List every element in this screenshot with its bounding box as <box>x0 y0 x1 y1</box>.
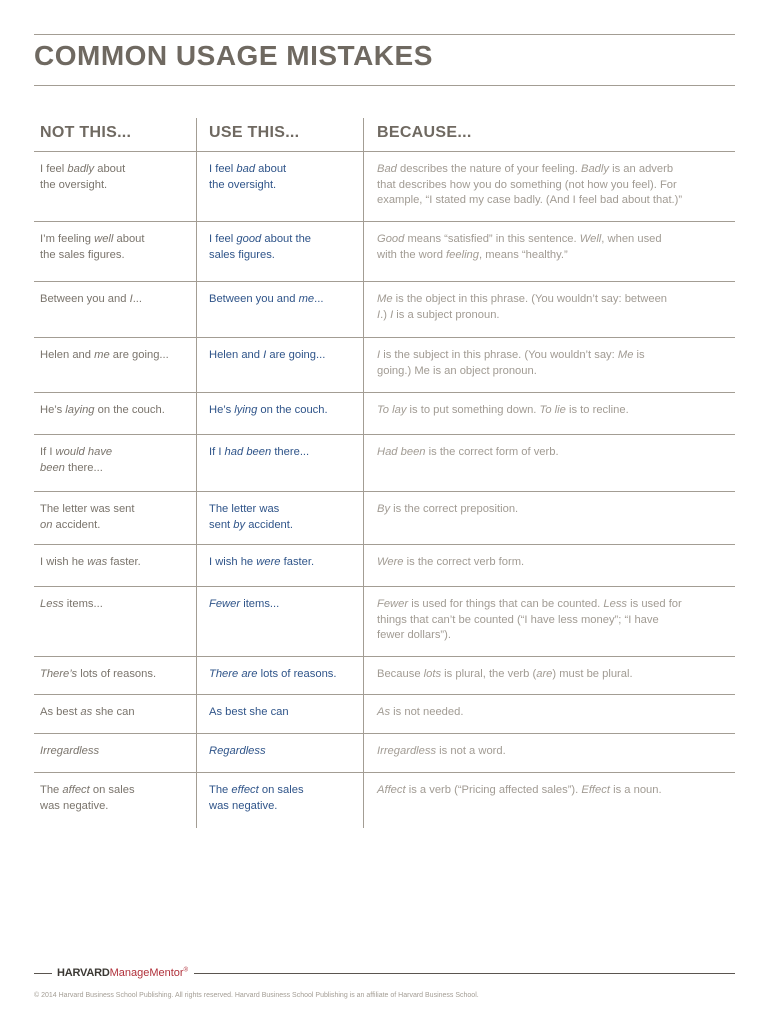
cell-not-this: He’s laying on the couch. <box>40 404 165 416</box>
cell-use-this: There are lots of reasons. <box>196 657 363 694</box>
cell-not-this: As best as she can <box>40 706 135 718</box>
footer-logo-bar <box>34 964 735 982</box>
cell-not-this: I wish he was faster. <box>40 556 141 568</box>
cell-because: Bad describes the nature of your feeling. Badly is an adverb that describes how you do something (not how you feel). For example, “I stated my case badly. (And I feel bad about that.)” <box>363 152 735 221</box>
table-row <box>34 587 735 657</box>
cell-use-this: Helen and I are going... <box>196 338 363 392</box>
cell-not-this: The affect on sales was negative. <box>40 784 135 812</box>
cell-because: Good means “satisfied” in this sentence. Well, when used with the word feeling, means “healthy.” <box>363 222 735 281</box>
cell-use-this: He’s lying on the couch. <box>196 393 363 434</box>
cell-use-this: Fewer items... <box>196 587 363 656</box>
logo-dash <box>34 973 52 974</box>
harvard-managementor-logo <box>57 967 188 979</box>
table-row <box>34 152 735 222</box>
cell-because: Irregardless is not a word. <box>363 734 735 772</box>
cell-use-this: I feel good about the sales figures. <box>196 222 363 281</box>
table-row <box>34 435 735 492</box>
cell-because: Were is the correct verb form. <box>363 545 735 586</box>
table-row <box>34 773 735 828</box>
table-row <box>34 492 735 545</box>
cell-because: By is the correct preposition. <box>363 492 735 544</box>
cell-not-this: Helen and me are going... <box>40 349 169 361</box>
table-row <box>34 657 735 695</box>
usage-table <box>34 118 735 828</box>
cell-use-this: If I had been there... <box>196 435 363 491</box>
cell-because: Fewer is used for things that can be counted. Less is used for things that can’t be counted (“I have less money”; “I have fewer dollars”). <box>363 587 735 656</box>
table-row <box>34 545 735 587</box>
table-row <box>34 734 735 773</box>
table-row <box>34 282 735 338</box>
cell-use-this: I wish he were faster. <box>196 545 363 586</box>
footer-rule <box>194 973 735 974</box>
cell-use-this: Between you and me... <box>196 282 363 337</box>
table-row <box>34 393 735 435</box>
cell-not-this: Less items... <box>40 598 103 610</box>
cell-because: Me is the object in this phrase. (You wouldn’t say: between I.) I is a subject pronoun. <box>363 282 735 337</box>
header-not-this: NOT THIS... <box>40 124 132 141</box>
cell-because: I is the subject in this phrase. (You wouldn’t say: Me is going.) Me is an object pronoun. <box>363 338 735 392</box>
logo-harvard: HARVARD <box>57 967 110 979</box>
top-rule <box>34 34 735 35</box>
table-header <box>34 118 735 152</box>
cell-not-this: The letter was sent on accident. <box>40 503 135 531</box>
cell-not-this: There’s lots of reasons. <box>40 668 157 680</box>
cell-not-this: I’m feeling well about the sales figures. <box>40 233 145 261</box>
logo-managementor: ManageMentor <box>109 967 184 979</box>
cell-because: To lay is to put something down. To lie is to recline. <box>363 393 735 434</box>
cell-because: Had been is the correct form of verb. <box>363 435 735 491</box>
cell-not-this: If I would have been there... <box>40 446 113 474</box>
cell-not-this: Between you and I... <box>40 293 143 305</box>
cell-because: Because lots is plural, the verb (are) must be plural. <box>363 657 735 694</box>
copyright-notice: © 2014 Harvard Business School Publishing. All rights reserved. Harvard Business School Publishing is an affiliate of Harvard Business School. <box>34 992 479 999</box>
logo-registered-mark: ® <box>183 967 189 974</box>
header-because: BECAUSE... <box>363 118 735 151</box>
cell-use-this: As best she can <box>196 695 363 733</box>
cell-use-this: Regardless <box>196 734 363 772</box>
page-title: COMMON USAGE MISTAKES <box>34 40 433 71</box>
cell-because: Affect is a verb (“Pricing affected sales”). Effect is a noun. <box>363 773 735 828</box>
cell-use-this: The effect on sales was negative. <box>196 773 363 828</box>
table-row <box>34 695 735 734</box>
cell-because: As is not needed. <box>363 695 735 733</box>
header-use-this: USE THIS... <box>196 118 363 151</box>
cell-not-this: I feel badly about the oversight. <box>40 163 126 191</box>
cell-use-this: The letter was sent by accident. <box>196 492 363 544</box>
table-row <box>34 222 735 282</box>
title-rule <box>34 85 735 86</box>
table-row <box>34 338 735 393</box>
cell-use-this: I feel bad about the oversight. <box>196 152 363 221</box>
cell-not-this: Irregardless <box>40 745 100 757</box>
